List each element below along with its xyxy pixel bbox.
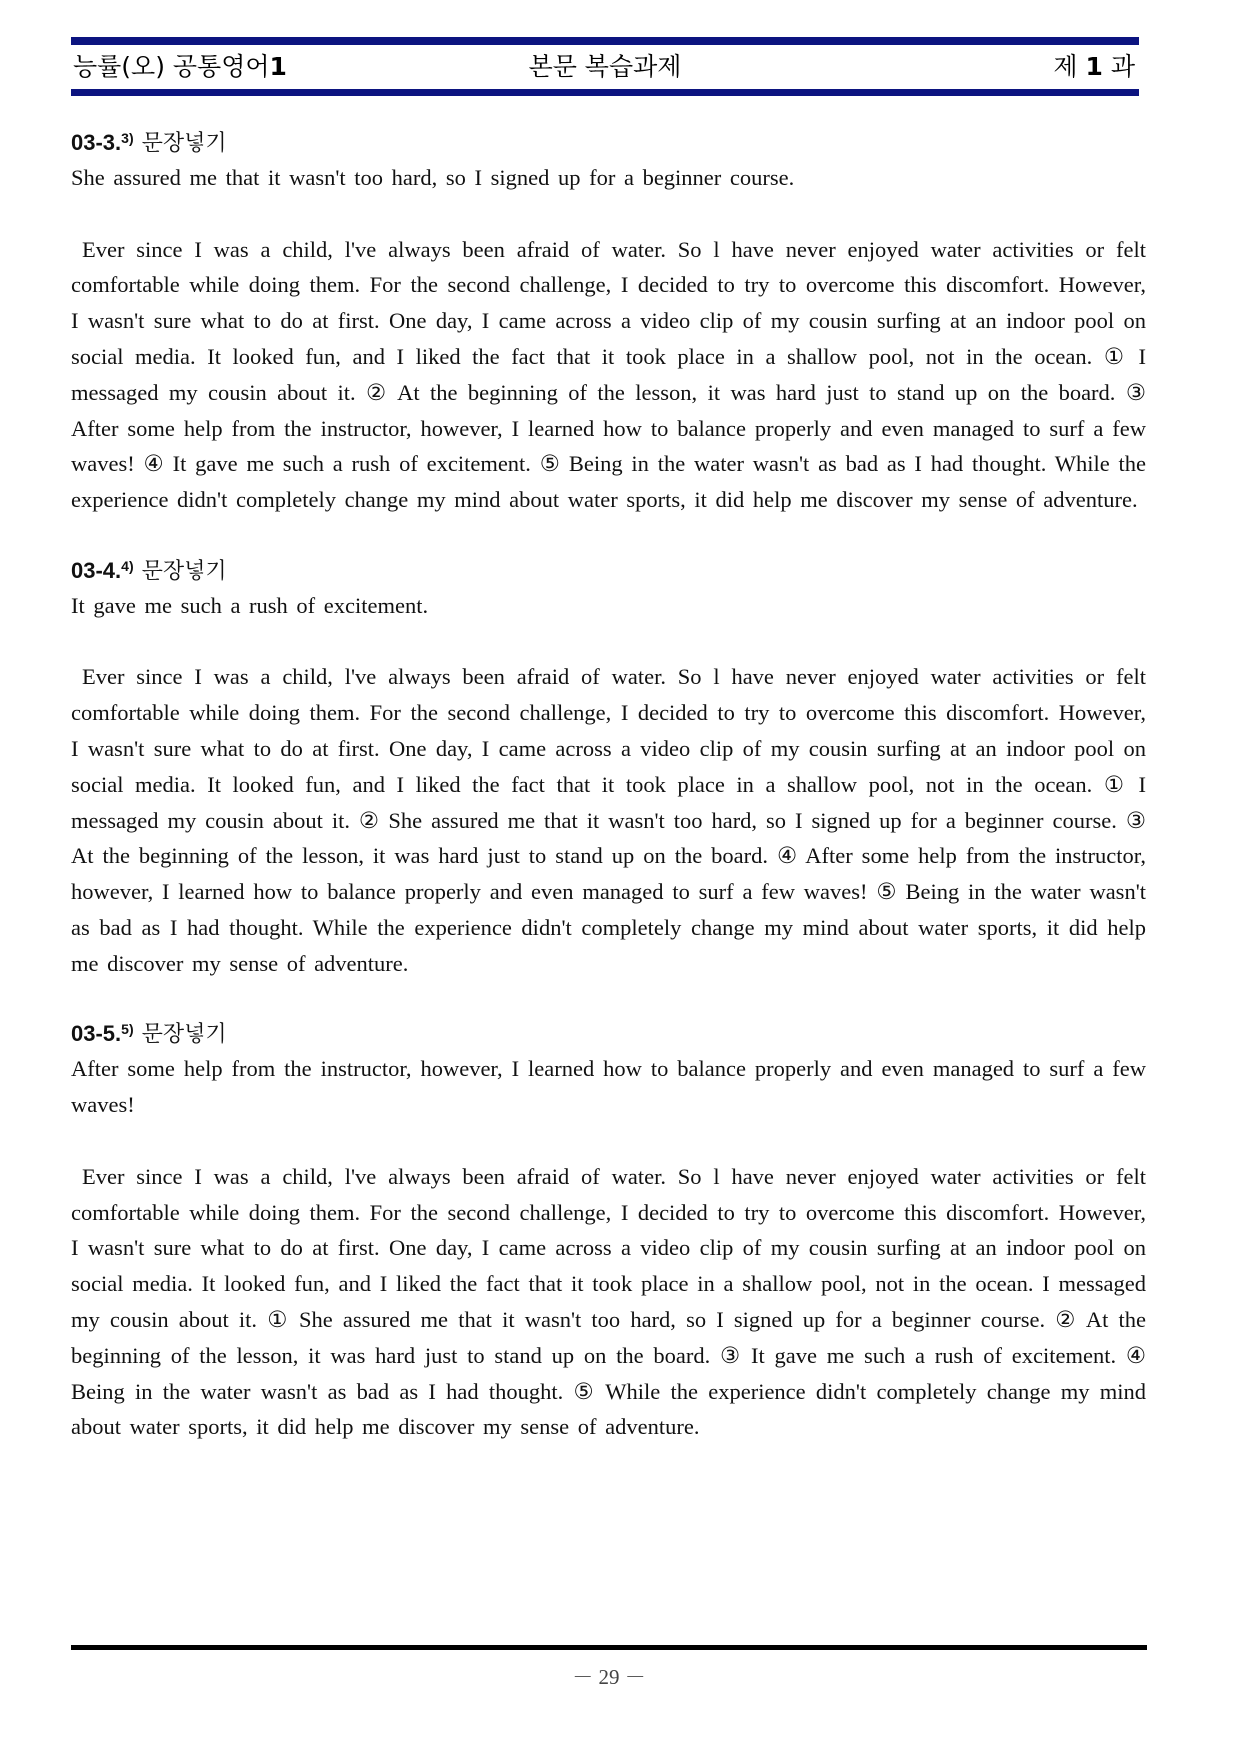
passage: Ever since I was a child, l've always been afraid of water. So l have never enjoyed water activities or felt comfortable while doing them. For the second challenge, I decided to try to overcome this discomfort. However, I wasn't sure what to do at first. One day, I came across a video clip of my cousin surfing at an indoor pool on social media. It looked fun, and I liked the fact that it took place in a shallow pool, not in the ocean. I messaged my cousin about it. ① She assured me that it wasn't too hard, so I signed up for a beginner course. ② At the beginning of the lesson, it was hard just to stand up on the board. ③ It gave me such a rush of excitement. ④ Being in the water wasn't as bad as I had thought. ⑤ While the experience didn't completely change my mind about water sports, it did help me discover my sense of adventure. xyxy=(71,1163,1146,1440)
passage: Ever since I was a child, l've always been afraid of water. So l have never enjoyed water activities or felt comfortable while doing them. For the second challenge, I decided to try to overcome this discomfort. However, I wasn't sure what to do at first. One day, I came across a video clip of my cousin surfing at an indoor pool on social media. It looked fun, and I liked the fact that it took place in a shallow pool, not in the ocean. ① I messaged my cousin about it. ② At the beginning of the lesson, it was hard just to stand up on the board. ③ After some help from the instructor, however, I learned how to balance properly and even managed to surf a few waves! ④ It gave me such a rush of excitement. ⑤ Being in the water wasn't as bad as I had thought. While the experience didn't completely change my mind about water sports, it did help me discover my sense of adventure. xyxy=(71,236,1146,513)
question-label: 03-5.$^{5)}$ 문장넣기 xyxy=(71,1021,227,1048)
question-03-5 xyxy=(71,1017,1146,1445)
page-content xyxy=(71,126,1146,1445)
header-assignment-title: 본문 복습과제 xyxy=(528,52,682,81)
question-label: 03-4.$^{4)}$ 문장넣기 xyxy=(71,557,227,584)
page-number: － 29 － xyxy=(572,1665,646,1689)
header-top-rule xyxy=(71,37,1139,45)
given-sentence: It gave me such a rush of excitement. xyxy=(71,592,429,618)
header-course-title: 능률(오) 공통영어1 xyxy=(73,52,287,81)
question-label: 03-3.$^{3)}$ 문장넣기 xyxy=(71,130,227,156)
given-sentence: After some help from the instructor, however, I learned how to balance properly and even managed to surf a few waves! xyxy=(71,1056,1146,1118)
given-sentence: She assured me that it wasn't too hard, so I signed up for a beginner course. xyxy=(71,165,795,190)
page-header xyxy=(71,37,1139,97)
passage: Ever since I was a child, l've always been afraid of water. So l have never enjoyed water activities or felt comfortable while doing them. For the second challenge, I decided to try to overcome this discomfort. However, I wasn't sure what to do at first. One day, I came across a video clip of my cousin surfing at an indoor pool on social media. It looked fun, and I liked the fact that it took place in a shallow pool, not in the ocean. ① I messaged my cousin about it. ② She assured me that it wasn't too hard, so I signed up for a beginner course. ③ At the beginning of the lesson, it was hard just to stand up on the board. ④ After some help from the instructor, however, I learned how to balance properly and even managed to surf a few waves! ⑤ Being in the water wasn't as bad as I had thought. While the experience didn't completely change my mind about water sports, it did help me discover my sense of adventure. xyxy=(71,664,1146,976)
footer-rule xyxy=(71,1645,1147,1650)
question-03-3 xyxy=(71,126,1146,518)
header-lesson-number: 제 1 과 xyxy=(1053,52,1135,81)
header-bottom-rule xyxy=(71,89,1139,96)
question-03-4 xyxy=(71,554,1146,982)
